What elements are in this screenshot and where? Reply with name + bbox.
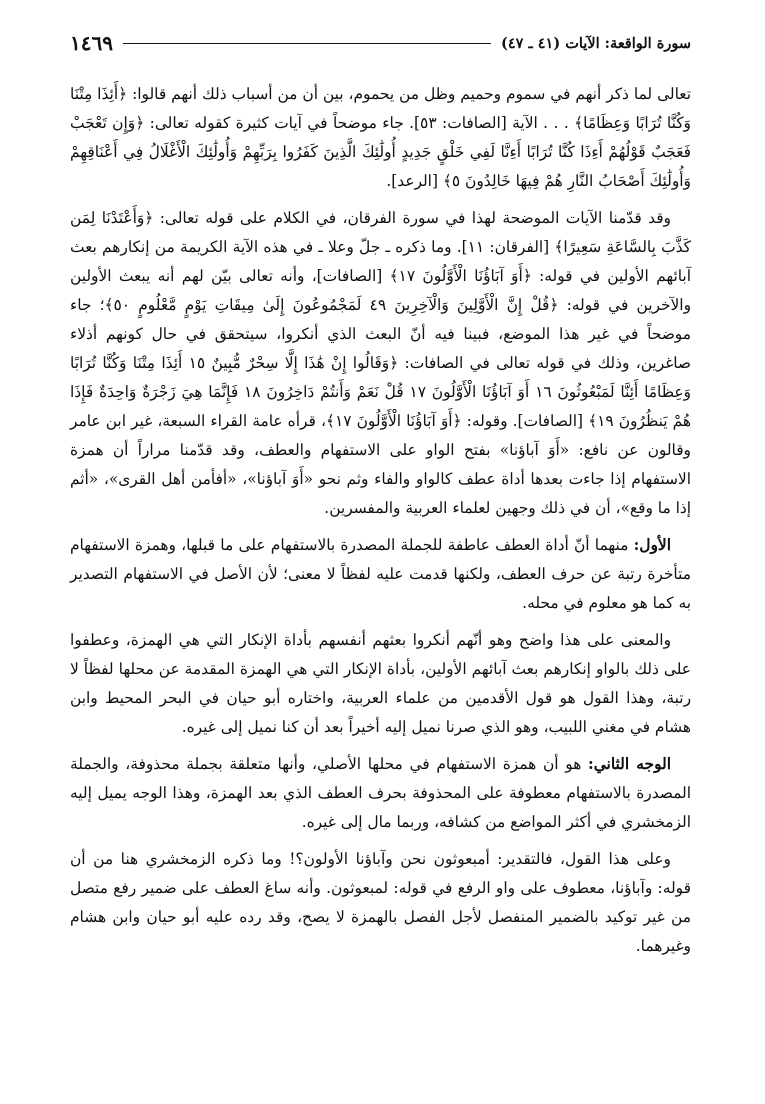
paragraph-6 <box>70 845 691 961</box>
paragraph-5-lead: الوجه الثاني: <box>588 755 671 773</box>
paragraph-4 <box>70 626 691 742</box>
running-title: سورة الواقعة: الآيات (٤١ ـ ٤٧) <box>500 34 691 52</box>
paragraph-4-text: والمعنى على هذا واضح وهو أنّهم أنكروا بعثهم أنفسهم بأداة الإنكار التي هي الهمزة، وعطفوا على ذلك بالواو إنكارهم بعث آبائهم الأولين، بأداة الإنكار التي هي الهمزة المقدمة عن محلها لفظاً لا رتبة، وهذا القول هو قول الأقدمين من علماء العربية، واختاره أبو حيان في البحر المحيط وابن هشام في مغني اللبيب، وهو الذي صرنا نميل إليه أخيراً بعد أن كنا نميل إلى غيره. <box>70 631 691 736</box>
paragraph-5 <box>70 750 691 837</box>
paragraph-2-text: وقد قدّمنا الآيات الموضحة لهذا في سورة الفرقان، في الكلام على قوله تعالى: ﴿وَأَعْتَدْنَا لِمَن كَذَّبَ بِالسَّاعَةِ سَعِيرًا﴾ [الفرقان: ١١]. وما ذكره ـ جلّ وعلا ـ في هذه الآية الكريمة من إنكارهم بعث آبائهم الأولين في قوله: ﴿أَوَ آبَاؤُنَا الْأَوَّلُونَ ١٧﴾ [الصافات]، وأنه تعالى بيّن لهم أنه يبعث الأولين والآخرين في قوله: ﴿قُلْ إِنَّ الْأَوَّلِينَ وَالْآخِرِينَ ٤٩ لَمَجْمُوعُونَ إِلَىٰ مِيقَاتِ يَوْمٍ مَّعْلُومٍ ٥٠﴾؛ جاء موضحاً في غير هذا الموضع، فبينا فيه أنّ البعث الذي أنكروا، سيتحقق في حال كونهم أذلاء صاغرين، وذلك في قوله تعالى في الصافات: ﴿وَقَالُوا إِنْ هَٰذَا إِلَّا سِحْرٌ مُّبِينٌ ١٥ أَئِذَا مِتْنَا وَكُنَّا تُرَابًا وَعِظَامًا أَئِنَّا لَمَبْعُوثُونَ ١٦ أَوَ آبَاؤُنَا الْأَوَّلُونَ ١٧ قُلْ نَعَمْ وَأَنتُمْ دَاخِرُونَ ١٨ فَإِنَّمَا هِيَ زَجْرَةٌ وَاحِدَةٌ فَإِذَا هُمْ يَنظُرُونَ ١٩﴾ [الصافات]. وقوله: ﴿أَوَ آبَاؤُنَا الْأَوَّلُونَ ١٧﴾، قرأه عامة القراء السبعة، غير ابن عامر وقالون عن نافع: «أَوَ آباؤنا» بفتح الواو على الاستفهام والعطف، وقد قدّمنا مراراً أن همزة الاستفهام إذا جاءت بعدها أداة عطف كالواو والفاء وثم نحو «أَوَ آباؤنا»، «أفأمن أهل القرى»، «أثم إذا ما وقع»، أن في ذلك وجهين لعلماء العربية والمفسرين. <box>70 209 692 517</box>
paragraph-3-lead: الأول: <box>633 536 671 554</box>
paragraph-6-text: وعلى هذا القول، فالتقدير: أمبعوثون نحن وآباؤنا الأولون؟! وما ذكره الزمخشري هنا من أن قوله: وآباؤنا، معطوف على واو الرفع في قوله: لمبعوثون. وأنه ساغ العطف على ضمير رفع متصل من غير توكيد بالضمير المنفصل لأجل الفصل بالهمزة لا يصح، وقد رده عليه أبو حيان وابن هشام وغيرهما. <box>70 850 691 955</box>
body-text <box>70 80 691 969</box>
page-header <box>70 26 691 60</box>
paragraph-3-text: منهما أنّ أداة العطف عاطفة للجملة المصدرة بالاستفهام على ما قبلها، وهمزة الاستفهام متأخرة رتبة عن حرف العطف، ولكنها قدمت عليه لفظاً لا معنى؛ لأن الأصل في الاستفهام التصدير به كما هو معلوم في محله. <box>70 536 691 612</box>
paragraph-5-text: هو أن همزة الاستفهام في محلها الأصلي، وأنها متعلقة بجملة محذوفة، والجملة المصدرة بالاستفهام معطوفة على المحذوفة بحرف العطف الذي بعد الهمزة، وهذا الوجه يميل إليه الزمخشري في أكثر المواضع من كشافه، وربما مال إلى غيره. <box>70 755 691 831</box>
paragraph-1-text: تعالى لما ذكر أنهم في سموم وحميم وظل من يحموم، بين أن من أسباب ذلك أنهم قالوا: ﴿أَئِذَا مِتْنَا وَكُنَّا تُرَابًا وَعِظَامًا﴾ . . . الآية [الصافات: ٥٣]. جاء موضحاً في آيات كثيرة كقوله تعالى: ﴿وَإِن تَعْجَبْ فَعَجَبٌ قَوْلُهُمْ أَءِذَا كُنَّا تُرَابًا أَءِنَّا لَفِي خَلْقٍ جَدِيدٍ أُولَٰئِكَ الَّذِينَ كَفَرُوا بِرَبِّهِمْ وَأُولَٰئِكَ الْأَغْلَالُ فِي أَعْنَاقِهِمْ وَأُولَٰئِكَ أَصْحَابُ النَّارِ هُمْ فِيهَا خَالِدُونَ ٥﴾ [الرعد]. <box>70 85 691 190</box>
paragraph-2 <box>70 204 691 523</box>
paragraph-1 <box>70 80 691 196</box>
page-number: ١٤٦٩ <box>70 31 113 55</box>
header-rule <box>123 43 491 44</box>
paragraph-3 <box>70 531 691 618</box>
